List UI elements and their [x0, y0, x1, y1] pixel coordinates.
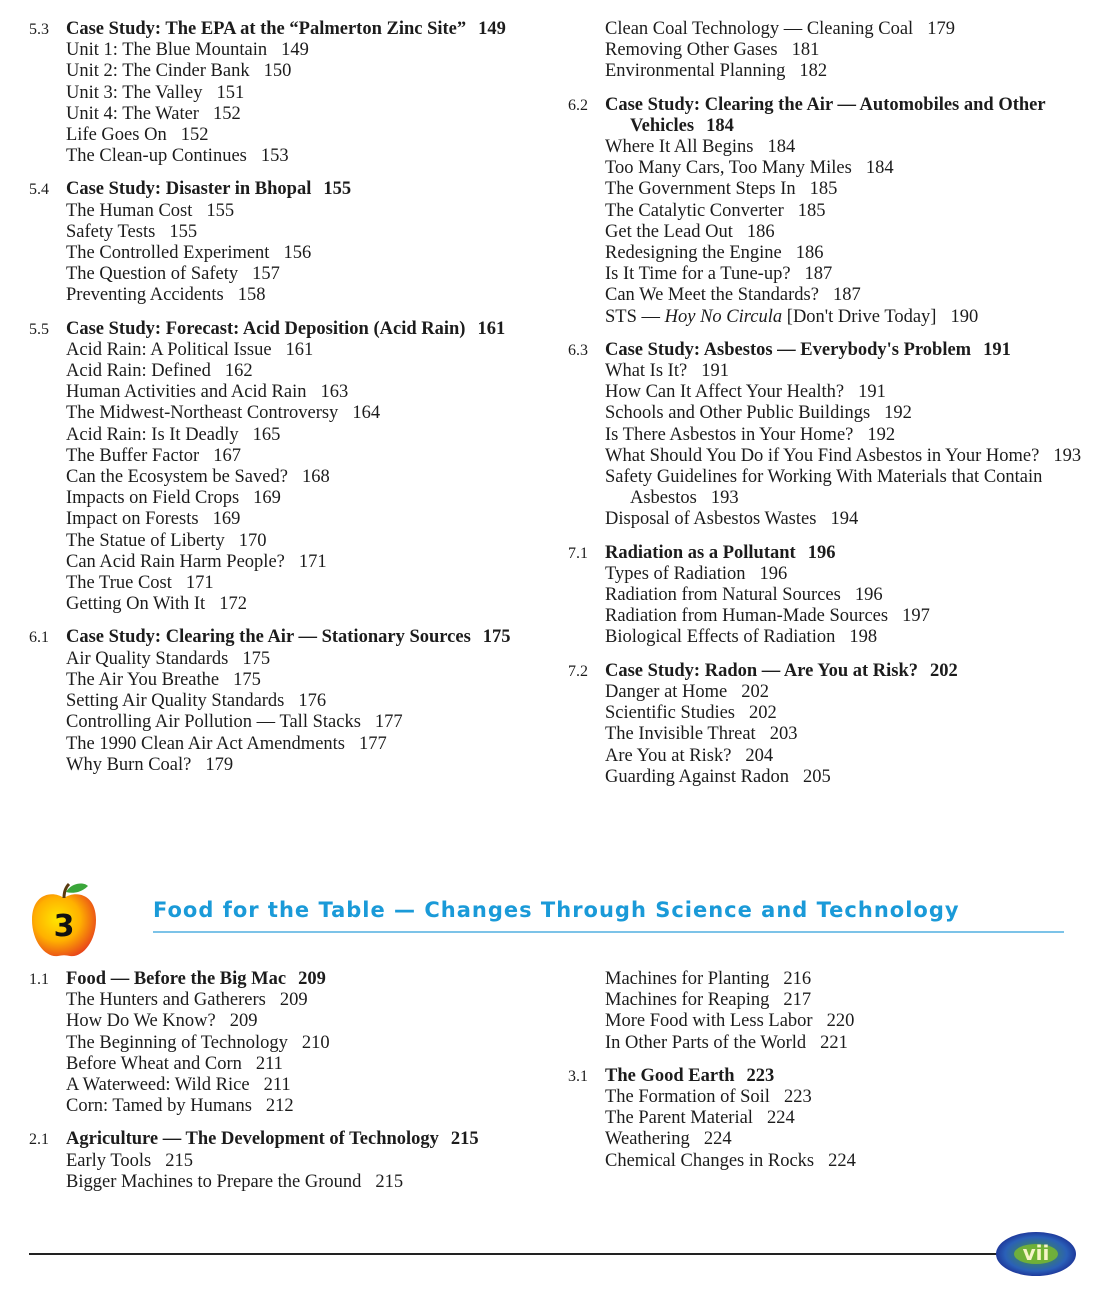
section-title — [66, 969, 549, 990]
toc-entry-page: 217 — [783, 990, 812, 1011]
toc-entry-title: Safety Guidelines for Working With Materials that Contain Asbestos — [605, 467, 1043, 509]
toc-entry-page: 158 — [237, 285, 266, 306]
toc-entry-title: More Food with Less Labor — [605, 1011, 813, 1032]
toc-entry — [66, 1033, 549, 1054]
toc-entry-title: A Waterweed: Wild Rice — [66, 1075, 250, 1096]
toc-entry — [605, 724, 1088, 745]
chapter-rule — [153, 931, 1064, 933]
section-page: 215 — [450, 1129, 479, 1150]
toc-entry-title: The Buffer Factor — [66, 445, 200, 466]
toc-entry-title: Can Acid Rain Harm People? — [66, 551, 285, 572]
section-title — [66, 627, 549, 648]
toc-entry — [605, 682, 1088, 703]
section-title — [605, 340, 1088, 361]
toc-entry-title: Before Wheat and Corn — [66, 1053, 242, 1074]
toc-entry-page: 202 — [749, 703, 777, 724]
toc-entry-page: 171 — [185, 573, 214, 594]
toc-entry-page: 177 — [374, 712, 403, 733]
toc-entry-page: 152 — [212, 103, 241, 124]
toc-entry-title: The Air You Breathe — [66, 669, 220, 690]
toc-entry — [605, 627, 1088, 648]
toc-entry — [605, 158, 1088, 179]
toc-entry — [66, 1172, 549, 1193]
toc-column-upper-left — [29, 19, 549, 788]
toc-entry — [66, 990, 549, 1011]
toc-continuation — [568, 19, 1088, 83]
toc-entry-title: The Beginning of Technology — [66, 1032, 288, 1053]
toc-entry-suffix: [Don't Drive Today] — [782, 306, 937, 327]
toc-entry-page: 164 — [352, 403, 381, 424]
toc-entry — [66, 755, 549, 776]
toc-entry-page: 181 — [791, 40, 820, 61]
toc-entry-title: Guarding Against Radon — [605, 766, 789, 787]
section-title-text: Case Study: Asbestos — Everybody's Problem — [605, 339, 972, 360]
toc-entry-title: Controlling Air Pollution — Tall Stacks — [66, 712, 361, 733]
toc-entry-page: 192 — [867, 424, 896, 445]
section-title — [605, 661, 1088, 682]
toc-entry-page: 193 — [1053, 445, 1082, 466]
toc-entry-page: 165 — [252, 424, 281, 445]
toc-entry-page: 156 — [283, 243, 312, 264]
toc-entry — [605, 1011, 1088, 1032]
toc-entry-page: 197 — [902, 606, 930, 627]
page-number: vii — [1022, 1241, 1050, 1265]
toc-entry — [605, 1129, 1088, 1150]
toc-entry-page: 155 — [169, 221, 198, 242]
section-title — [605, 1066, 1088, 1087]
toc-entry-page: 209 — [229, 1011, 258, 1032]
toc-entry-page: 212 — [265, 1096, 294, 1117]
toc-entry — [66, 361, 549, 382]
section-page: 184 — [706, 115, 734, 136]
toc-entry-page: 162 — [224, 361, 253, 382]
toc-entry — [66, 446, 549, 467]
toc-entry-page: 175 — [233, 669, 261, 690]
toc-entry — [66, 340, 549, 361]
toc-column-lower-left — [29, 969, 549, 1205]
toc-entry — [66, 146, 549, 167]
toc-entry — [66, 403, 549, 424]
toc-entry — [605, 703, 1088, 724]
toc-entry — [66, 40, 549, 61]
chapter-title: Food for the Table — Changes Through Science and Technology — [153, 898, 960, 922]
toc-entry — [66, 734, 549, 755]
section-number: 2.1 — [29, 1131, 49, 1149]
toc-entry-title: Early Tools — [66, 1150, 152, 1171]
section-title-text: Case Study: Disaster in Bhopal — [66, 179, 312, 200]
toc-entry-page: 216 — [783, 969, 812, 989]
section-number: 6.3 — [568, 341, 588, 359]
toc-entry-title: Can the Ecosystem be Saved? — [66, 467, 288, 488]
section-title — [66, 319, 549, 340]
toc-entry-page: 186 — [746, 221, 775, 242]
toc-column-upper-right — [568, 19, 1088, 800]
toc-entry-page: 224 — [703, 1129, 732, 1150]
toc-entry — [66, 201, 549, 222]
section-page: 175 — [482, 627, 511, 648]
toc-entry-title: Environmental Planning — [605, 61, 786, 82]
toc-entry — [66, 1096, 549, 1117]
toc-entry — [66, 1075, 549, 1096]
section-title-text: The Good Earth — [605, 1065, 735, 1086]
toc-entry — [66, 264, 549, 285]
toc-entry — [605, 746, 1088, 767]
toc-entry-title: Is There Asbestos in Your Home? — [605, 424, 854, 445]
toc-entry-page: 171 — [298, 551, 327, 572]
toc-entry-page: 185 — [797, 200, 826, 221]
toc-entry-title: How Do We Know? — [66, 1011, 216, 1032]
toc-entry — [605, 767, 1088, 788]
toc-entry — [605, 467, 1098, 509]
toc-section — [568, 95, 1088, 328]
toc-entry-page: 221 — [820, 1032, 848, 1053]
toc-entry-page: 220 — [826, 1011, 855, 1032]
toc-entry-title: The Human Cost — [66, 200, 193, 221]
toc-entry — [605, 243, 1088, 264]
toc-entry — [605, 40, 1088, 61]
toc-entry — [66, 285, 549, 306]
toc-entry-title: Are You at Risk? — [605, 745, 732, 766]
toc-entry-title: Unit 2: The Cinder Bank — [66, 61, 250, 82]
toc-entry — [605, 61, 1088, 82]
toc-entry-title: Can We Meet the Standards? — [605, 285, 819, 306]
toc-entry-page: 185 — [809, 179, 838, 200]
toc-entry — [605, 990, 1088, 1011]
toc-entry-title: In Other Parts of the World — [605, 1032, 807, 1053]
toc-entry — [66, 83, 549, 104]
toc-entry-title: Why Burn Coal? — [66, 754, 192, 775]
toc-section — [568, 543, 1088, 649]
toc-entry — [605, 264, 1088, 285]
section-number: 7.2 — [568, 662, 588, 680]
toc-entry-page: 205 — [802, 766, 831, 787]
toc-entry-title: The Statue of Liberty — [66, 530, 225, 551]
toc-entry — [66, 712, 549, 733]
toc-entry-title: Redesigning the Engine — [605, 243, 782, 264]
toc-entry-title: Is It Time for a Tune-up? — [605, 264, 791, 285]
toc-entry-page: 223 — [783, 1087, 812, 1108]
toc-entry-page: 161 — [285, 339, 314, 360]
section-title-text: Case Study: Radon — Are You at Risk? — [605, 660, 919, 681]
toc-entry-title: Weathering — [605, 1129, 690, 1150]
toc-entry — [605, 285, 1088, 306]
toc-entry-page: 224 — [828, 1150, 856, 1171]
toc-entry-title: Disposal of Asbestos Wastes — [605, 509, 817, 530]
toc-entry — [605, 1033, 1088, 1054]
toc-entry — [605, 585, 1088, 606]
toc-entry — [605, 969, 1088, 990]
toc-entry-title: The Midwest-Northeast Controversy — [66, 403, 339, 424]
section-page: 223 — [746, 1065, 775, 1086]
toc-entry-title: The Invisible Threat — [605, 724, 756, 745]
section-number: 7.1 — [568, 544, 588, 562]
section-number: 1.1 — [29, 971, 49, 988]
section-page: 196 — [807, 542, 836, 563]
toc-entry-title: The Question of Safety — [66, 264, 239, 285]
toc-entry-page: 151 — [216, 82, 245, 103]
toc-entry-title: Schools and Other Public Buildings — [605, 403, 871, 424]
toc-entry-page: 177 — [359, 733, 387, 754]
toc-entry-title: Acid Rain: Defined — [66, 361, 211, 382]
toc-entry-page: 168 — [301, 467, 330, 488]
toc-entry — [605, 1108, 1088, 1129]
toc-entry-title: The Clean-up Continues — [66, 146, 247, 167]
toc-entry-page: 196 — [854, 585, 883, 606]
toc-entry-title: Acid Rain: Is It Deadly — [66, 424, 239, 445]
toc-entry-page: 209 — [279, 990, 308, 1011]
toc-section — [29, 19, 549, 167]
toc-entry — [66, 222, 549, 243]
toc-section — [568, 340, 1088, 531]
section-page: 149 — [478, 19, 506, 39]
toc-entry — [66, 531, 549, 552]
section-number: 3.1 — [568, 1067, 588, 1085]
toc-entry-title: Human Activities and Acid Rain — [66, 382, 307, 403]
toc-entry-page: 170 — [238, 530, 267, 551]
section-title-text: Radiation as a Pollutant — [605, 542, 796, 563]
section-title — [66, 179, 549, 200]
section-number: 6.2 — [568, 96, 588, 114]
toc-entry-page: 179 — [205, 754, 234, 775]
toc-entry-title: Getting On With It — [66, 594, 206, 615]
toc-entry — [605, 179, 1088, 200]
section-title — [605, 543, 1088, 564]
toc-entry-title: The True Cost — [66, 573, 172, 594]
section-title — [66, 1129, 549, 1150]
toc-entry-title: Setting Air Quality Standards — [66, 691, 285, 712]
toc-entry — [66, 594, 549, 615]
toc-entry-title: Impact on Forests — [66, 509, 199, 530]
toc-entry-title: Bigger Machines to Prepare the Ground — [66, 1171, 362, 1192]
toc-entry — [66, 670, 549, 691]
toc-section — [568, 661, 1088, 788]
toc-entry-title: Impacts on Field Crops — [66, 488, 240, 509]
toc-entry-title: Radiation from Human-Made Sources — [605, 606, 889, 627]
toc-entry — [605, 403, 1088, 424]
toc-entry — [605, 606, 1088, 627]
toc-entry — [66, 125, 549, 146]
toc-continuation — [568, 969, 1088, 1054]
toc-entry-page: 191 — [858, 382, 886, 403]
toc-entry-page: 224 — [766, 1108, 795, 1129]
toc-entry-title: Safety Tests — [66, 221, 156, 242]
toc-entry-title: Removing Other Gases — [605, 40, 778, 61]
chapter-header — [22, 876, 1072, 966]
toc-entry-page: 179 — [927, 19, 955, 39]
toc-entry-title: What Should You Do if You Find Asbestos in Your Home? — [605, 445, 1040, 466]
toc-entry-page: 172 — [219, 594, 247, 615]
toc-entry — [66, 61, 549, 82]
toc-entry-page: 182 — [799, 61, 828, 82]
toc-entry — [66, 243, 549, 264]
toc-entry-page: 191 — [701, 361, 729, 382]
toc-entry-page: 153 — [260, 146, 289, 167]
toc-entry-italic: Hoy No Circula — [664, 306, 783, 327]
toc-entry-title: Life Goes On — [66, 125, 167, 146]
section-page: 155 — [323, 179, 352, 200]
toc-entry — [605, 446, 1088, 467]
apple-icon — [26, 880, 102, 960]
toc-entry-page: 187 — [832, 285, 861, 306]
toc-entry-title: Corn: Tamed by Humans — [66, 1096, 252, 1117]
toc-entry-title: Machines for Planting — [605, 969, 770, 989]
toc-entry-page: 155 — [206, 200, 235, 221]
toc-entry-page: 149 — [281, 40, 309, 61]
toc-entry-title: Danger at Home — [605, 681, 728, 702]
section-title-text: Case Study: The EPA at the “Palmerton Zinc Site” — [66, 19, 467, 39]
toc-entry-title: Air Quality Standards — [66, 648, 229, 669]
section-title-text: Case Study: Clearing the Air — Stationary Sources — [66, 627, 471, 648]
toc-entry — [66, 649, 549, 670]
toc-entry-title: Radiation from Natural Sources — [605, 585, 841, 606]
toc-entry-page: 157 — [252, 264, 280, 285]
section-number: 6.1 — [29, 629, 49, 647]
toc-entry — [66, 104, 549, 125]
toc-entry-title: Preventing Accidents — [66, 285, 224, 306]
toc-entry — [66, 552, 549, 573]
toc-entry — [66, 691, 549, 712]
toc-entry — [66, 509, 549, 530]
footer-rule — [29, 1253, 997, 1255]
toc-entry-title: STS — — [605, 306, 665, 327]
toc-entry-page: 184 — [767, 137, 796, 158]
toc-entry-title: Acid Rain: A Political Issue — [66, 339, 272, 360]
toc-section — [29, 319, 549, 616]
section-title-text: Agriculture — The Development of Technology — [66, 1129, 439, 1150]
toc-entry-page: 211 — [255, 1053, 283, 1074]
toc-entry — [605, 222, 1088, 243]
section-page: 191 — [983, 339, 1011, 360]
toc-entry-page: 202 — [741, 681, 770, 702]
toc-entry-page: 187 — [804, 264, 833, 285]
toc-entry-page: 167 — [213, 445, 241, 466]
toc-entry — [605, 564, 1088, 585]
toc-entry-page: 194 — [830, 509, 859, 530]
toc-entry — [66, 1151, 549, 1172]
toc-entry-page: 192 — [884, 403, 912, 424]
toc-entry-page: 190 — [950, 306, 979, 327]
section-page: 202 — [930, 660, 958, 681]
toc-entry-title: The Government Steps In — [605, 179, 796, 200]
toc-entry-page: 169 — [253, 488, 281, 509]
toc-entry-page: 203 — [769, 724, 798, 745]
toc-entry — [66, 573, 549, 594]
toc-entry-title: Unit 1: The Blue Mountain — [66, 40, 268, 61]
toc-entry — [605, 307, 1088, 328]
toc-entry-page: 176 — [298, 691, 327, 712]
toc-section — [29, 1129, 549, 1193]
toc-entry-page: 210 — [301, 1032, 330, 1053]
toc-entry-title: Get the Lead Out — [605, 221, 733, 242]
section-number: 5.4 — [29, 181, 49, 199]
toc-entry-title: Unit 3: The Valley — [66, 82, 203, 103]
toc-entry-title: The Controlled Experiment — [66, 243, 270, 264]
toc-entry — [66, 467, 549, 488]
toc-entry — [605, 137, 1088, 158]
toc-section — [29, 627, 549, 775]
toc-entry-title: The Hunters and Gatherers — [66, 990, 266, 1011]
toc-entry-title: The Formation of Soil — [605, 1087, 770, 1108]
toc-entry — [605, 382, 1088, 403]
toc-entry-title: Where It All Begins — [605, 137, 754, 158]
toc-entry-title: The Catalytic Converter — [605, 200, 784, 221]
toc-entry-page: 215 — [165, 1150, 193, 1171]
section-title — [605, 95, 1088, 137]
toc-entry — [605, 509, 1088, 530]
section-title-text: Food — Before the Big Mac — [66, 969, 287, 989]
toc-entry-title: Clean Coal Technology — Cleaning Coal — [605, 19, 914, 39]
toc-entry-page: 204 — [745, 745, 774, 766]
toc-entry — [605, 1151, 1088, 1172]
toc-entry-title: Chemical Changes in Rocks — [605, 1150, 815, 1171]
toc-entry — [605, 19, 1088, 40]
toc-entry-title: What Is It? — [605, 361, 688, 382]
toc-entry — [66, 382, 549, 403]
toc-entry-page: 198 — [849, 627, 878, 648]
toc-entry — [66, 1011, 549, 1032]
toc-entry-page: 211 — [263, 1075, 291, 1096]
section-title-text: Case Study: Forecast: Acid Deposition (Acid Rain) — [66, 318, 466, 339]
toc-entry — [605, 1087, 1088, 1108]
toc-entry-title: Too Many Cars, Too Many Miles — [605, 158, 852, 179]
chapter-number: 3 — [53, 909, 75, 944]
toc-entry-title: Biological Effects of Radiation — [605, 627, 836, 648]
toc-entry — [66, 1054, 549, 1075]
toc-entry — [605, 361, 1088, 382]
toc-entry-title: Machines for Reaping — [605, 990, 770, 1011]
section-page: 161 — [477, 318, 506, 339]
toc-entry-page: 196 — [759, 563, 788, 584]
toc-section — [29, 179, 549, 306]
toc-column-lower-right — [568, 969, 1088, 1184]
toc-entry-title: Scientific Studies — [605, 703, 735, 724]
toc-entry-page: 186 — [795, 243, 824, 264]
toc-entry-title: Types of Radiation — [605, 563, 746, 584]
toc-section — [29, 969, 549, 1117]
toc-entry — [605, 201, 1088, 222]
section-number: 5.5 — [29, 320, 49, 338]
section-page: 209 — [298, 969, 326, 989]
toc-entry — [605, 425, 1088, 446]
toc-entry-page: 175 — [242, 648, 271, 669]
toc-entry-page: 184 — [865, 158, 894, 179]
toc-section — [568, 1066, 1088, 1172]
section-title — [66, 19, 549, 40]
toc-entry-title: How Can It Affect Your Health? — [605, 382, 845, 403]
toc-entry — [66, 425, 549, 446]
toc-entry-page: 152 — [180, 125, 209, 146]
toc-entry-page: 150 — [263, 61, 292, 82]
section-number: 5.3 — [29, 21, 49, 38]
toc-entry-title: The Parent Material — [605, 1108, 753, 1129]
toc-entry-title: Unit 4: The Water — [66, 103, 199, 124]
toc-entry-title: The 1990 Clean Air Act Amendments — [66, 733, 345, 754]
section-title-text: Case Study: Clearing the Air — Automobiles and Other Vehicles — [605, 94, 1046, 136]
toc-entry — [66, 488, 549, 509]
toc-entry-page: 163 — [320, 382, 349, 403]
toc-entry-page: 169 — [212, 509, 241, 530]
toc-entry-page: 193 — [710, 488, 739, 509]
toc-entry-page: 215 — [375, 1171, 404, 1192]
